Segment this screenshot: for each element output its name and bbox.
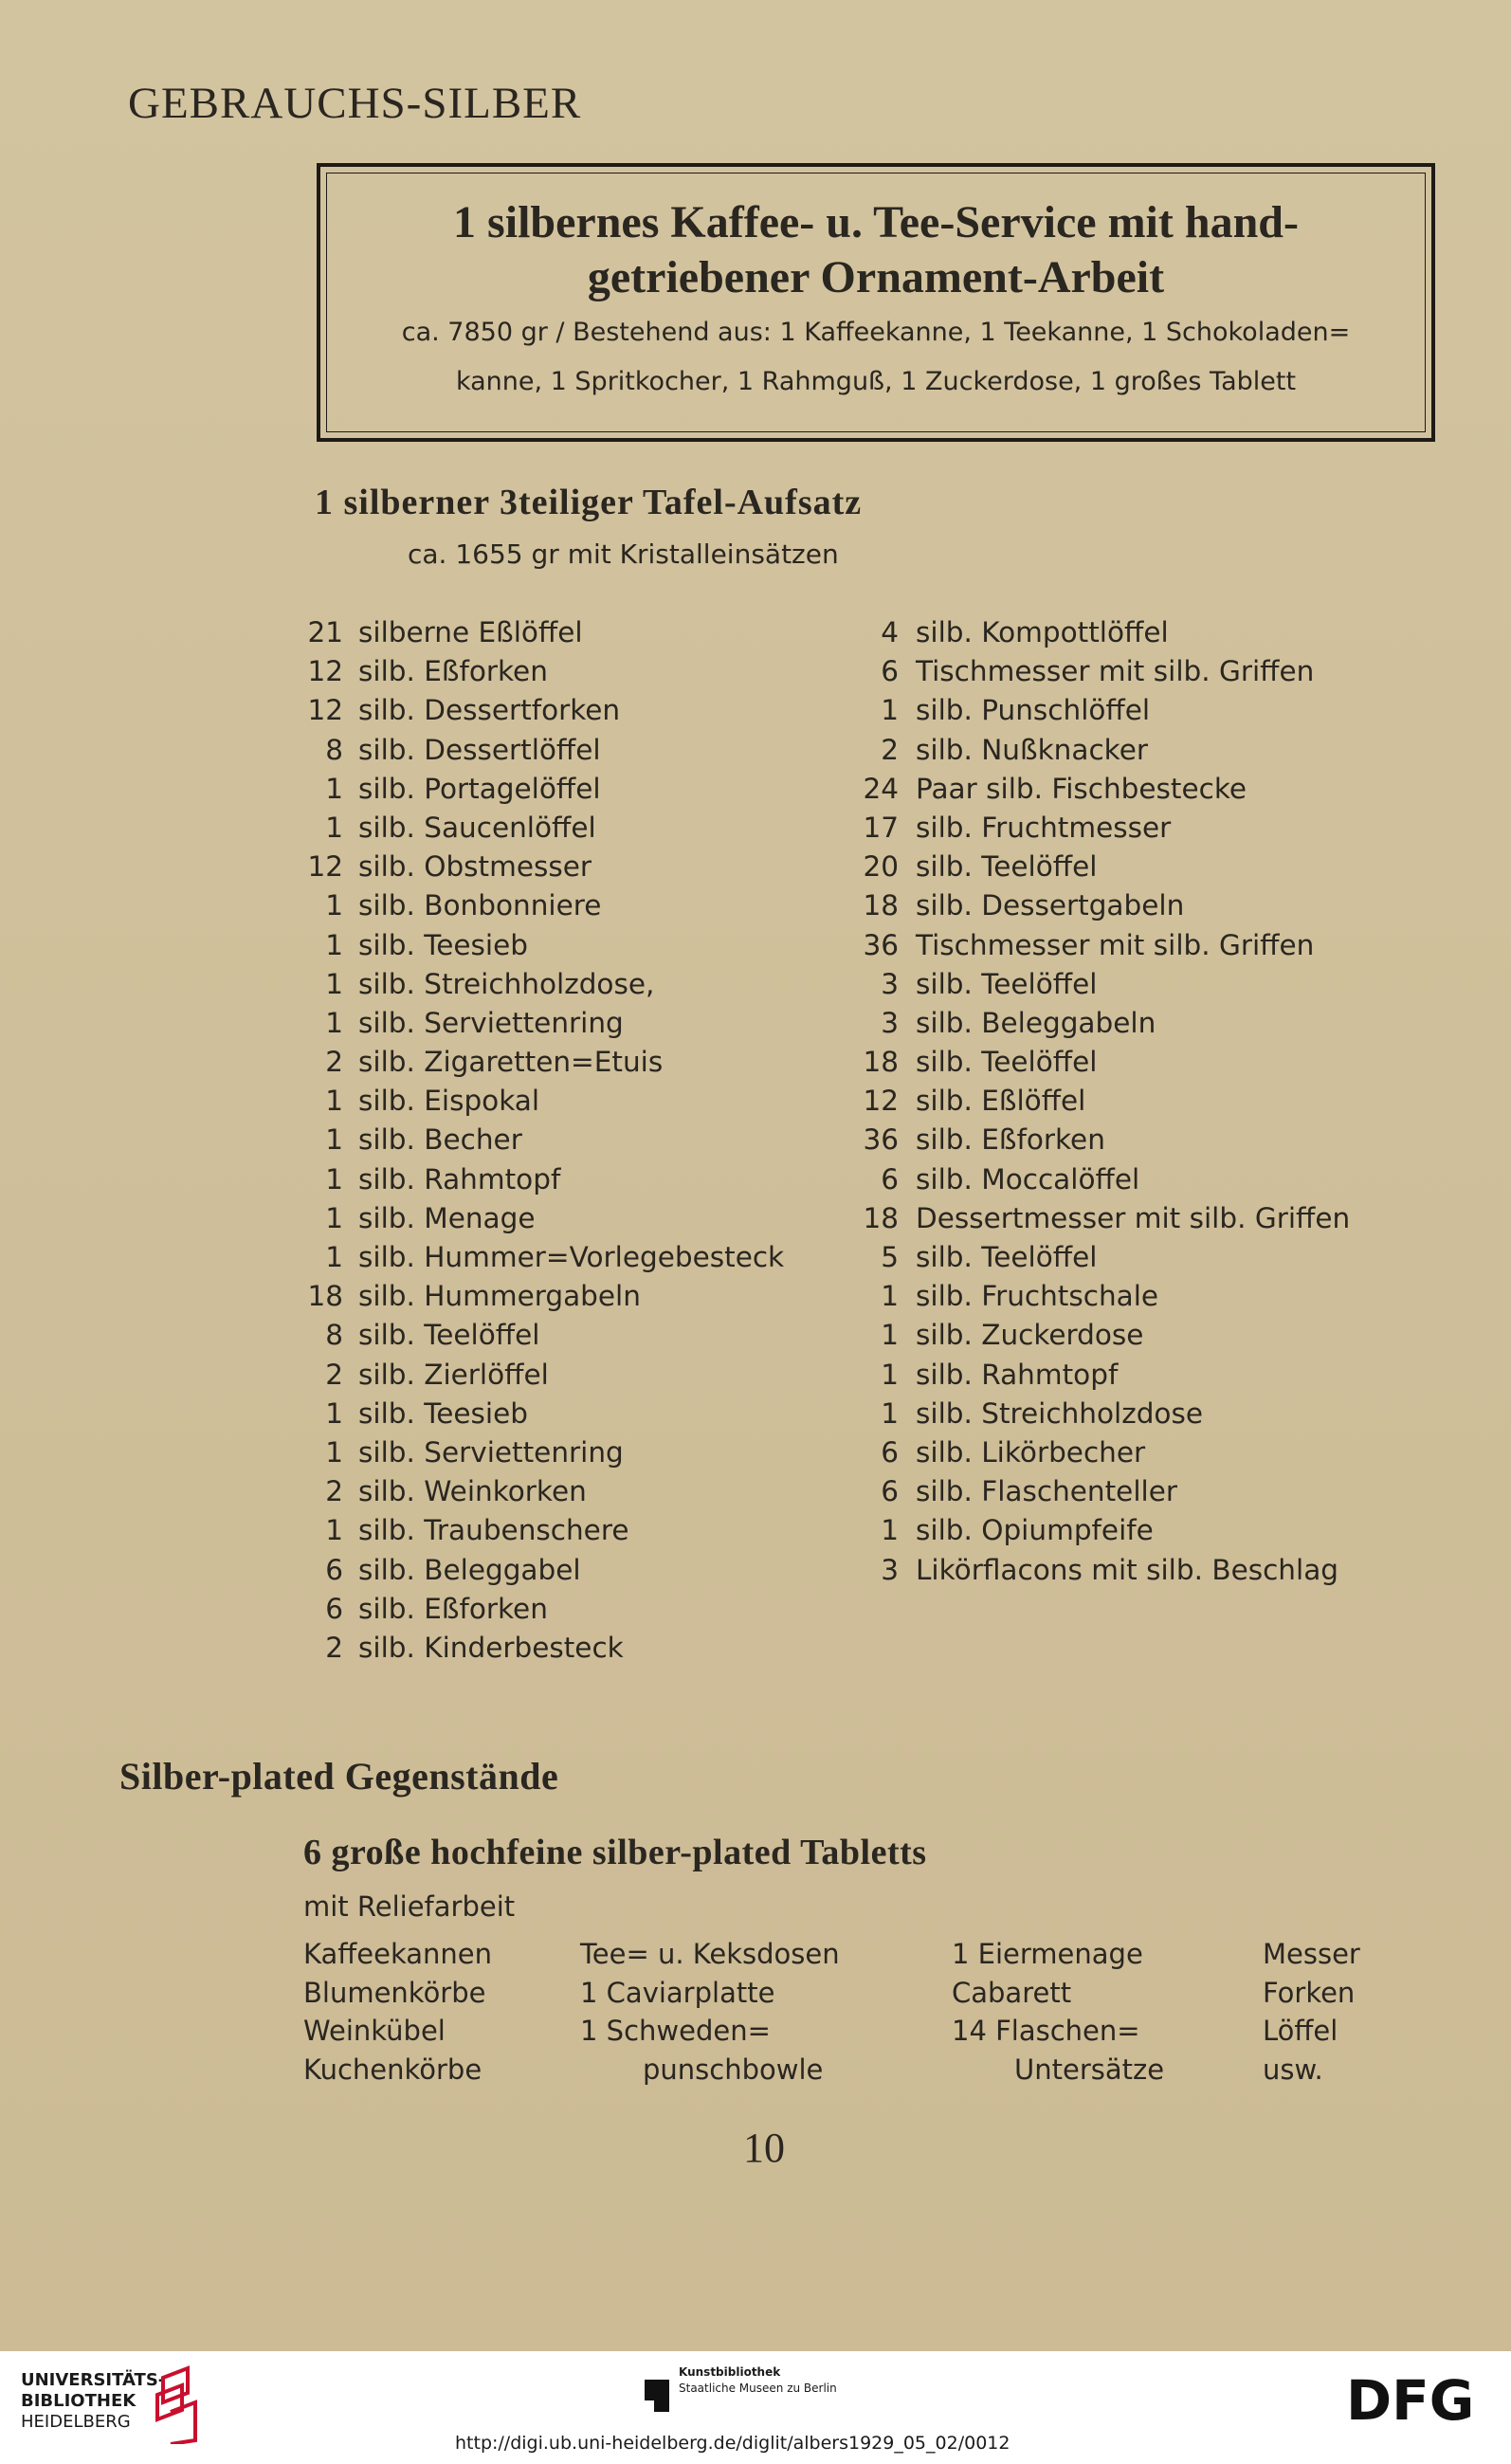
list-item	[842, 1554, 1373, 1593]
item-description: silb. Saucenlöffel	[358, 811, 596, 844]
plated-item: 1 Caviarplatte	[580, 1976, 775, 2009]
item-quantity: 3	[881, 967, 899, 1000]
item-quantity: 6	[881, 655, 899, 688]
item-description: silb. Opiumpfeife	[916, 1514, 1154, 1547]
list-item	[842, 734, 1373, 773]
plated-column-4	[1263, 1938, 1360, 2091]
list-item	[284, 1241, 815, 1280]
item-description: silb. Teelöffel	[916, 967, 1098, 1000]
plated-item: Cabarett	[952, 1976, 1072, 2009]
service-box	[317, 163, 1435, 442]
item-description: silb. Rahmtopf	[916, 1358, 1119, 1391]
tabletts-subtitle: mit Reliefarbeit	[303, 1890, 516, 1923]
item-quantity: 6	[881, 1475, 899, 1508]
list-item	[284, 1554, 815, 1593]
aufsatz-description: ca. 1655 gr mit Kristalleinsätzen	[408, 538, 839, 570]
item-description: silb. Fruchtschale	[916, 1280, 1159, 1313]
list-item	[284, 616, 815, 655]
list-item	[284, 1163, 815, 1202]
service-box-inner-frame	[326, 173, 1426, 432]
item-description: silb. Likörbecher	[916, 1435, 1146, 1469]
plated-item: Weinkübel	[303, 2015, 446, 2047]
list-item	[284, 850, 815, 889]
list-item	[842, 850, 1373, 889]
item-quantity: 1	[325, 1396, 343, 1430]
item-description: silb. Teelöffel	[916, 1046, 1098, 1079]
list-item	[842, 889, 1373, 928]
list-item	[284, 1359, 815, 1397]
item-description: silb. Teesieb	[358, 1396, 528, 1430]
item-quantity: 24	[863, 772, 899, 805]
item-description: silb. Hummer=Vorlegebesteck	[358, 1241, 785, 1273]
item-quantity: 6	[881, 1162, 899, 1195]
item-description: silb. Zigaretten=Etuis	[358, 1046, 664, 1079]
item-quantity: 1	[325, 811, 343, 844]
item-description: silb. Teelöffel	[916, 850, 1098, 884]
list-item	[284, 1436, 815, 1475]
item-description: Paar silb. Fischbestecke	[916, 772, 1247, 805]
ub-heidelberg-logo[interactable]	[21, 2370, 165, 2433]
item-quantity: 2	[881, 733, 899, 766]
item-description: silb. Dessertgabeln	[916, 889, 1185, 922]
list-item	[842, 929, 1373, 968]
item-quantity: 3	[881, 1006, 899, 1039]
item-description: silb. Eßforken	[358, 655, 548, 688]
item-description: silb. Moccalöffel	[916, 1162, 1140, 1195]
item-description: silb. Eispokal	[358, 1085, 540, 1118]
item-quantity: 18	[863, 1046, 899, 1079]
list-item	[284, 1397, 815, 1436]
plated-item: Löffel	[1263, 2015, 1338, 2047]
item-description: silb. Weinkorken	[358, 1475, 587, 1508]
item-quantity: 1	[881, 1514, 899, 1547]
item-description: silb. Dessertlöffel	[358, 733, 601, 766]
item-description: silb. Bonbonniere	[358, 889, 602, 922]
item-quantity: 1	[325, 1162, 343, 1195]
item-description: silberne Eßlöffel	[358, 616, 583, 648]
list-item	[842, 1514, 1373, 1553]
item-description: silb. Flaschenteller	[916, 1475, 1178, 1508]
dfg-logo[interactable]	[1346, 2370, 1488, 2427]
item-description: silb. Streichholzdose	[916, 1396, 1203, 1430]
list-item	[842, 1475, 1373, 1514]
list-item	[284, 1319, 815, 1358]
item-quantity: 8	[325, 733, 343, 766]
list-item	[842, 1319, 1373, 1358]
list-item	[284, 1632, 815, 1670]
plated-item: Messer	[1263, 1938, 1360, 1970]
item-quantity: 12	[307, 655, 343, 688]
tabletts-title: 6 große hochfeine silber-plated Tabletts	[303, 1833, 927, 1872]
plated-column-3	[952, 1938, 1164, 2091]
list-item	[284, 968, 815, 1007]
list-item	[842, 968, 1373, 1007]
list-item	[842, 1202, 1373, 1241]
permalink-url[interactable]: http://digi.ub.uni-heidelberg.de/diglit/albers1929_05_02/0012	[455, 2433, 1010, 2454]
aufsatz-title: 1 silberner 3teiliger Tafel-Aufsatz	[315, 483, 863, 522]
item-quantity: 1	[325, 928, 343, 961]
kunstbibliothek-logo[interactable]	[679, 2364, 837, 2397]
ub-logo-line3: HEIDELBERG	[21, 2412, 131, 2432]
item-quantity: 1	[881, 694, 899, 727]
list-item	[842, 655, 1373, 694]
service-title-line2: getriebener Ornament-Arbeit	[587, 252, 1165, 302]
kb-line1: Kunstbibliothek	[679, 2365, 781, 2379]
plated-item: Kuchenkörbe	[303, 2053, 482, 2086]
item-quantity: 3	[881, 1553, 899, 1586]
list-item	[842, 1163, 1373, 1202]
plated-column-2	[580, 1938, 840, 2091]
list-item	[284, 929, 815, 968]
list-item	[284, 1123, 815, 1162]
item-description: silb. Teelöffel	[358, 1319, 540, 1352]
item-quantity: 4	[881, 616, 899, 648]
item-description: Tischmesser mit silb. Griffen	[916, 655, 1315, 688]
kunstbibliothek-mark-icon	[645, 2370, 669, 2412]
plated-column-1	[303, 1938, 492, 2091]
item-description: silb. Portagelöffel	[358, 772, 601, 805]
item-quantity: 12	[307, 694, 343, 727]
item-quantity: 17	[863, 811, 899, 844]
item-quantity: 5	[881, 1241, 899, 1273]
item-description: silb. Menage	[358, 1201, 536, 1234]
item-description: silb. Teesieb	[358, 928, 528, 961]
list-item	[284, 773, 815, 812]
item-description: silb. Streichholzdose,	[358, 967, 655, 1000]
item-quantity: 1	[325, 1201, 343, 1234]
plated-item: Untersätze	[1014, 2053, 1165, 2086]
plated-item: 1 Eiermenage	[952, 1938, 1143, 1970]
item-description: silb. Beleggabel	[358, 1553, 581, 1586]
plated-item: Tee= u. Keksdosen	[580, 1938, 840, 1970]
service-desc-line1: ca. 7850 gr / Bestehend aus: 1 Kaffeekanne, 1 Teekanne, 1 Schokoladen=	[401, 318, 1351, 347]
plated-item: Kaffeekannen	[303, 1938, 492, 1970]
item-quantity: 2	[325, 1631, 343, 1664]
item-quantity: 1	[325, 1514, 343, 1547]
silver-list-right	[842, 616, 1373, 1593]
item-description: silb. Zuckerdose	[916, 1319, 1144, 1352]
plated-item: Blumenkörbe	[303, 1976, 486, 2009]
item-quantity: 1	[881, 1358, 899, 1391]
item-description: silb. Traubenschere	[358, 1514, 629, 1547]
page-number: 10	[743, 2125, 785, 2171]
item-description: silb. Rahmtopf	[358, 1162, 561, 1195]
item-quantity: 1	[325, 1085, 343, 1118]
service-title-line1: 1 silbernes Kaffee- u. Tee-Service mit hand-	[453, 197, 1299, 247]
item-quantity: 12	[863, 1085, 899, 1118]
item-quantity: 21	[307, 616, 343, 648]
plated-item: 14 Flaschen=	[952, 2015, 1140, 2047]
list-item	[842, 812, 1373, 850]
item-description: Likörflacons mit silb. Beschlag	[916, 1553, 1339, 1586]
plated-item: usw.	[1263, 2053, 1323, 2086]
item-quantity: 1	[325, 1123, 343, 1157]
list-item	[284, 694, 815, 733]
item-quantity: 1	[881, 1280, 899, 1313]
list-item	[842, 1241, 1373, 1280]
item-description: silb. Obstmesser	[358, 850, 592, 884]
item-description: silb. Hummergabeln	[358, 1280, 641, 1313]
silver-list-left	[284, 616, 815, 1670]
item-quantity: 12	[307, 850, 343, 884]
service-desc-line2: kanne, 1 Spritkocher, 1 Rahmguß, 1 Zuckerdose, 1 großes Tablett	[455, 367, 1297, 396]
plated-item: Forken	[1263, 1976, 1356, 2009]
item-quantity: 36	[863, 1123, 899, 1157]
item-quantity: 2	[325, 1475, 343, 1508]
item-quantity: 1	[325, 889, 343, 922]
item-quantity: 18	[307, 1280, 343, 1313]
item-quantity: 1	[881, 1396, 899, 1430]
list-item	[842, 1359, 1373, 1397]
list-item	[842, 616, 1373, 655]
item-description: silb. Becher	[358, 1123, 522, 1157]
list-item	[842, 1436, 1373, 1475]
list-item	[284, 1280, 815, 1319]
item-quantity: 6	[325, 1553, 343, 1586]
item-quantity: 18	[863, 1201, 899, 1234]
list-item	[842, 773, 1373, 812]
running-head: GEBRAUCHS-SILBER	[128, 79, 582, 128]
item-quantity: 6	[325, 1592, 343, 1625]
item-description: Tischmesser mit silb. Griffen	[916, 928, 1315, 961]
list-item	[284, 1007, 815, 1046]
list-item	[842, 1046, 1373, 1085]
item-description: silb. Eßforken	[358, 1592, 548, 1625]
list-item	[284, 1046, 815, 1085]
list-item	[284, 1593, 815, 1632]
item-description: silb. Dessertforken	[358, 694, 621, 727]
list-item	[842, 1007, 1373, 1046]
list-item	[284, 1475, 815, 1514]
item-quantity: 6	[881, 1435, 899, 1469]
item-quantity: 1	[325, 1241, 343, 1273]
kb-line2: Staatliche Museen zu Berlin	[679, 2382, 837, 2395]
plated-section-heading: Silber-plated Gegenstände	[119, 1755, 559, 1798]
item-quantity: 8	[325, 1319, 343, 1352]
ub-heidelberg-mark-icon	[150, 2364, 209, 2444]
list-item	[284, 655, 815, 694]
ub-logo-line1: UNIVERSITÄTS-	[21, 2370, 166, 2390]
list-item	[284, 1085, 815, 1123]
item-description: silb. Punschlöffel	[916, 694, 1151, 727]
plated-item: punschbowle	[643, 2053, 824, 2086]
list-item	[842, 1280, 1373, 1319]
ub-logo-line2: BIBLIOTHEK	[21, 2391, 137, 2411]
item-quantity: 1	[325, 772, 343, 805]
item-description: silb. Kompottlöffel	[916, 616, 1169, 648]
item-quantity: 1	[325, 1435, 343, 1469]
item-quantity: 36	[863, 928, 899, 961]
item-description: silb. Fruchtmesser	[916, 811, 1172, 844]
item-description: silb. Teelöffel	[916, 1241, 1098, 1273]
dfg-logo-text: DFG	[1346, 2370, 1475, 2427]
list-item	[284, 812, 815, 850]
list-item	[842, 694, 1373, 733]
item-description: silb. Nußknacker	[916, 733, 1148, 766]
item-description: silb. Serviettenring	[358, 1435, 624, 1469]
list-item	[284, 889, 815, 928]
list-item	[842, 1397, 1373, 1436]
item-quantity: 1	[881, 1319, 899, 1352]
item-quantity: 20	[863, 850, 899, 884]
item-description: silb. Eßforken	[916, 1123, 1105, 1157]
item-description: silb. Eßlöffel	[916, 1085, 1086, 1118]
list-item	[842, 1085, 1373, 1123]
item-description: silb. Zierlöffel	[358, 1358, 549, 1391]
item-quantity: 2	[325, 1358, 343, 1391]
item-description: silb. Kinderbesteck	[358, 1631, 624, 1664]
list-item	[284, 1202, 815, 1241]
item-quantity: 1	[325, 967, 343, 1000]
item-description: silb. Serviettenring	[358, 1006, 624, 1039]
item-description: silb. Beleggabeln	[916, 1006, 1156, 1039]
item-description: Dessertmesser mit silb. Griffen	[916, 1201, 1351, 1234]
item-quantity: 18	[863, 889, 899, 922]
plated-item: 1 Schweden=	[580, 2015, 771, 2047]
item-quantity: 1	[325, 1006, 343, 1039]
list-item	[284, 734, 815, 773]
list-item	[842, 1123, 1373, 1162]
item-quantity: 2	[325, 1046, 343, 1079]
list-item	[284, 1514, 815, 1553]
